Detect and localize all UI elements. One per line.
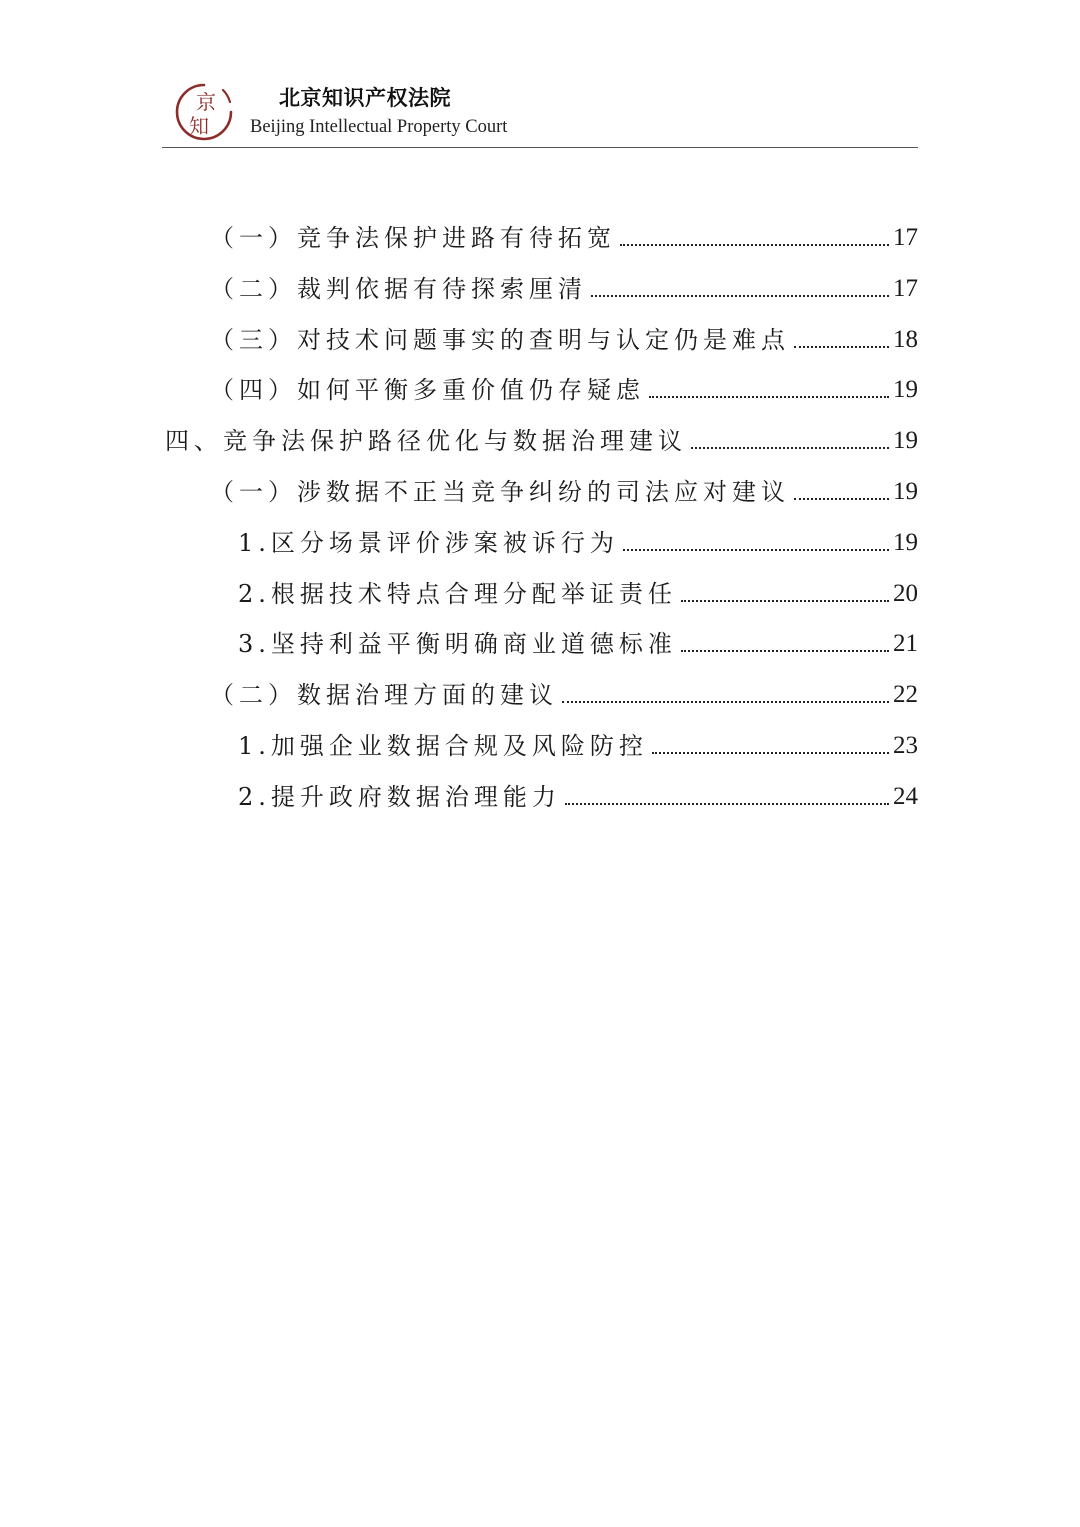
toc-page-number: 24 [893,783,918,810]
toc-page-number: 17 [893,224,918,251]
toc-entry-title: （一）竞争法保护进路有待拓宽 [210,224,616,252]
toc-entry-title: 2.根据技术特点合理分配举证责任 [238,580,677,608]
toc-page-number: 21 [893,630,918,657]
toc-dot-leader [649,396,889,398]
toc-entry[interactable] [165,424,918,458]
toc-entry-title: （三）对技术问题事实的查明与认定仍是难点 [210,326,790,354]
toc-dot-leader [562,701,889,703]
toc-entry[interactable] [238,577,918,611]
toc-entry-title: （二）数据治理方面的建议 [210,681,558,709]
toc-entry-title: 1.区分场景评价涉案被诉行为 [238,529,619,557]
toc-page-number: 23 [893,732,918,759]
toc-entry[interactable] [238,526,918,560]
svg-text:京: 京 [196,90,216,114]
toc-page-number: 17 [893,275,918,302]
toc-entry-title: 3.坚持利益平衡明确商业道德标准 [238,630,677,658]
toc-page-number: 19 [893,478,918,505]
toc-entry[interactable] [210,323,918,357]
toc-page-number: 19 [893,427,918,454]
toc-dot-leader [565,803,889,805]
header-divider [162,147,918,148]
toc-page-number: 18 [893,326,918,353]
court-name-english: Beijing Intellectual Property Court [250,117,508,137]
toc-entry[interactable] [210,475,918,509]
court-name-chinese: 北京知识产权法院 [279,86,451,110]
toc-dot-leader [620,244,889,246]
toc-page-number: 19 [893,529,918,556]
toc-dot-leader [681,650,889,652]
toc-entry[interactable] [210,678,918,712]
page-header [162,74,918,149]
toc-entry[interactable] [210,272,918,306]
toc-page-number: 22 [893,681,918,708]
toc-entry[interactable] [238,627,918,661]
court-logo-seal [172,80,236,144]
toc-dot-leader [623,549,889,551]
toc-entry-title: 1.加强企业数据合规及风险防控 [238,732,648,760]
toc-dot-leader [794,346,889,348]
toc-dot-leader [794,498,889,500]
toc-entry-title: （四）如何平衡多重价值仍存疑虑 [210,376,645,404]
toc-page-number: 19 [893,376,918,403]
toc-dot-leader [691,447,889,449]
toc-entry[interactable] [238,729,918,763]
toc-entry-title: （二）裁判依据有待探索厘清 [210,275,587,303]
toc-page-number: 20 [893,580,918,607]
toc-entry-title: 2.提升政府数据治理能力 [238,783,561,811]
toc-entry[interactable] [210,221,918,255]
toc-dot-leader [681,600,889,602]
toc-entry[interactable] [238,780,918,814]
toc-entry-title: 四、竞争法保护路径优化与数据治理建议 [165,427,687,455]
toc-entry-title: （一）涉数据不正当竞争纠纷的司法应对建议 [210,478,790,506]
toc-dot-leader [652,752,889,754]
toc-dot-leader [591,295,889,297]
svg-text:知: 知 [189,114,209,138]
toc-entry[interactable] [210,373,918,407]
